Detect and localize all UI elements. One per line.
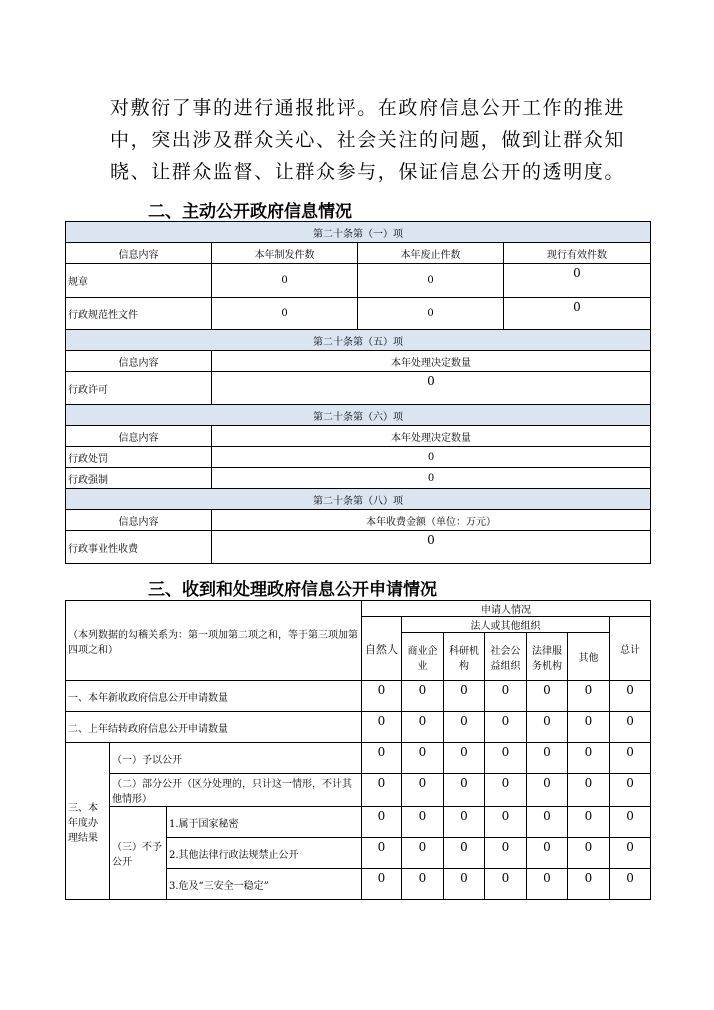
cell-value: 0	[402, 681, 444, 712]
intro-line: 晓、让群众监督、让群众参与，保证信息公开的透明度。	[110, 161, 626, 183]
cell-value: 0	[444, 807, 485, 838]
cell-value: 0	[444, 712, 485, 743]
cell-value: 0	[610, 712, 651, 743]
table-row	[66, 681, 651, 712]
legal-entity-header: 法人或其他组织	[402, 617, 610, 633]
cell-value: 0	[485, 743, 527, 774]
table-row	[66, 531, 651, 564]
cell-value: 0	[527, 712, 568, 743]
row-label: 1.属于国家秘密	[167, 807, 362, 838]
table-row	[66, 264, 651, 298]
table-row	[66, 298, 651, 330]
row-label: 二、上年结转政府信息公开申请数量	[66, 712, 362, 743]
cell-value: 0	[362, 807, 402, 838]
cell-value: 0	[444, 681, 485, 712]
cell-value: 0	[402, 869, 444, 900]
cell-value: 0	[568, 774, 610, 807]
row-label: （二）部分公开（区分处理的，只计这一情形，不计其他情形）	[110, 774, 362, 807]
section-title: 第二十条第（六）项	[66, 405, 651, 426]
col-header: 信息内容	[66, 510, 212, 531]
cell-value: 0	[485, 838, 527, 869]
cell-value: 0	[610, 869, 651, 900]
cell-value: 0	[610, 807, 651, 838]
natural-person-header: 自然人	[362, 617, 402, 681]
cell-value: 0	[358, 298, 504, 330]
cell-value: 0	[362, 681, 402, 712]
cell-value: 0	[485, 807, 527, 838]
cell-value: 0	[212, 264, 358, 298]
cell-value: 0	[358, 264, 504, 298]
cell-value: 0	[568, 807, 610, 838]
section-title: 第二十条第（八）项	[66, 489, 651, 510]
cell-value: 0	[362, 712, 402, 743]
cell-value: 0	[402, 807, 444, 838]
cell-value: 0	[527, 807, 568, 838]
row-label: 2.其他法律行政法规禁止公开	[167, 838, 362, 869]
row-label: 三、本年度办理结果	[66, 743, 110, 900]
col-header: 其他	[568, 633, 610, 681]
section-title: 第二十条第（一）项	[66, 222, 651, 243]
row-label: （一）予以公开	[110, 743, 362, 774]
cell-value: 0	[444, 869, 485, 900]
row-label: 规章	[66, 264, 212, 298]
applicant-header: 申请人情况	[362, 601, 651, 617]
section-title: 第二十条第（五）项	[66, 330, 651, 351]
cell-value: 0	[362, 838, 402, 869]
active-disclosure-table	[65, 221, 651, 564]
cell-value: 0	[362, 774, 402, 807]
cell-value: 0	[444, 743, 485, 774]
col-header: 本年收费金额（单位：万元）	[212, 510, 651, 531]
intro-line: 中，突出涉及群众关心、社会关注的问题，做到让群众知	[110, 129, 626, 151]
cell-value: 0	[212, 531, 651, 564]
cell-value: 0	[402, 774, 444, 807]
intro-line: 对敷衍了事的进行通报批评。在政府信息公开工作的推进	[110, 97, 626, 119]
cell-value: 0	[504, 298, 651, 330]
cell-value: 0	[212, 298, 358, 330]
table-row	[66, 447, 651, 468]
cell-value: 0	[610, 681, 651, 712]
cell-value: 0	[444, 774, 485, 807]
col-header: 科研机构	[444, 633, 485, 681]
row-label: （三）不予公开	[110, 807, 167, 900]
intro-paragraph	[110, 92, 626, 188]
section2-title: 二、主动公开政府信息情况	[148, 202, 352, 222]
cell-value: 0	[402, 712, 444, 743]
cell-value: 0	[362, 869, 402, 900]
row-label: 3.危及“三安全一稳定”	[167, 869, 362, 900]
cell-value: 0	[402, 838, 444, 869]
cell-value: 0	[485, 681, 527, 712]
cell-value: 0	[527, 869, 568, 900]
table-row	[66, 774, 651, 807]
cell-value: 0	[527, 774, 568, 807]
cell-value: 0	[362, 743, 402, 774]
col-header: 社会公益组织	[485, 633, 527, 681]
cell-value: 0	[485, 712, 527, 743]
col-header: 本年废止件数	[358, 243, 504, 264]
cell-value: 0	[568, 743, 610, 774]
cell-value: 0	[212, 372, 651, 405]
cell-value: 0	[527, 743, 568, 774]
col-header: 信息内容	[66, 351, 212, 372]
cell-value: 0	[485, 869, 527, 900]
cell-value: 0	[568, 869, 610, 900]
table-row	[66, 712, 651, 743]
row-label: 行政强制	[66, 468, 212, 489]
col-header: 本年处理决定数量	[212, 426, 651, 447]
cell-value: 0	[610, 774, 651, 807]
col-header: 本年制发件数	[212, 243, 358, 264]
table-row	[66, 468, 651, 489]
section3-title: 三、收到和处理政府信息公开申请情况	[148, 580, 437, 600]
cell-value: 0	[402, 743, 444, 774]
cell-value: 0	[212, 447, 651, 468]
application-table	[65, 600, 651, 900]
col-header: 商业企业	[402, 633, 444, 681]
cell-value: 0	[444, 838, 485, 869]
total-header: 总计	[610, 617, 651, 681]
row-label: 行政处罚	[66, 447, 212, 468]
cell-value: 0	[568, 681, 610, 712]
relation-note: （本列数据的勾稽关系为：第一项加第二项之和，等于第三项加第四项之和）	[66, 601, 362, 681]
cell-value: 0	[610, 838, 651, 869]
col-header: 信息内容	[66, 426, 212, 447]
cell-value: 0	[568, 838, 610, 869]
row-label: 行政规范性文件	[66, 298, 212, 330]
row-label: 一、本年新收政府信息公开申请数量	[66, 681, 362, 712]
cell-value: 0	[610, 743, 651, 774]
row-label: 行政许可	[66, 372, 212, 405]
cell-value: 0	[485, 774, 527, 807]
row-label: 行政事业性收费	[66, 531, 212, 564]
col-header: 本年处理决定数量	[212, 351, 651, 372]
table-row	[66, 372, 651, 405]
cell-value: 0	[527, 681, 568, 712]
table-row	[66, 743, 651, 774]
col-header: 信息内容	[66, 243, 212, 264]
cell-value: 0	[504, 264, 651, 298]
table-row	[66, 807, 651, 838]
cell-value: 0	[212, 468, 651, 489]
col-header: 法律服务机构	[527, 633, 568, 681]
col-header: 现行有效件数	[504, 243, 651, 264]
cell-value: 0	[527, 838, 568, 869]
cell-value: 0	[568, 712, 610, 743]
